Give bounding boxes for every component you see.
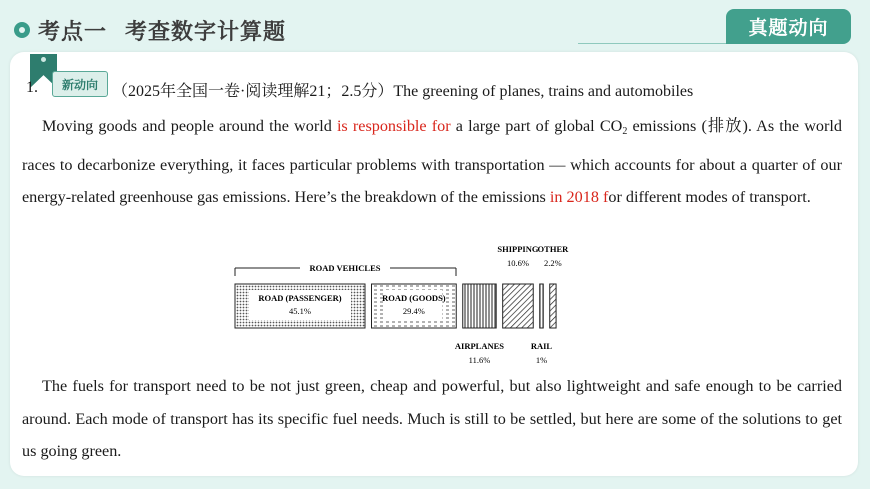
value-label-rail: 1% xyxy=(535,355,548,365)
category-label-other: OTHER xyxy=(537,244,569,254)
question-number: 1. xyxy=(26,79,38,96)
category-label-airplanes: AIRPLANES xyxy=(454,341,505,351)
category-label-shipping: SHIPPING xyxy=(497,244,539,254)
road-vehicles-bracket xyxy=(235,263,456,276)
p1-text-3: emissions (排放). As the world races to decarbonize everything, it faces particular problems with transportation — which accounts for about a quarter of our energy-related greenhouse gas emissions. Here’s the breakdown of the emissions xyxy=(22,117,842,206)
value-label-airplanes: 11.6% xyxy=(468,355,491,365)
target-icon xyxy=(14,22,30,38)
new-trend-tag: 新动向 xyxy=(52,71,108,97)
p1-highlight-1: is responsible for xyxy=(336,117,451,135)
value-label-road-passenger: 45.1% xyxy=(289,306,311,316)
bar-other xyxy=(550,284,556,328)
category-label-road-passenger: ROAD (PASSENGER) xyxy=(258,293,342,303)
bar-rail xyxy=(540,284,544,328)
p1-text-4: or different modes of transport. xyxy=(608,188,811,206)
p1-text-1: Moving goods and people around the world xyxy=(42,117,337,135)
section-badge: 真题动向 xyxy=(726,9,851,44)
road-vehicles-label: ROAD VEHICLES xyxy=(309,263,381,273)
p1-highlight-2: in 2018 f xyxy=(549,188,609,206)
bar-shipping xyxy=(503,284,534,328)
value-label-shipping: 10.6% xyxy=(506,258,529,268)
p1-subscript: 2 xyxy=(622,126,628,137)
value-label-road-goods: 29.4% xyxy=(402,306,425,316)
bar-airplanes xyxy=(463,284,496,328)
value-label-other: 2.2% xyxy=(544,258,562,268)
section-title xyxy=(14,14,286,46)
passage-paragraph-1 xyxy=(22,110,842,214)
p1-text-2: a large part of global CO xyxy=(450,117,623,135)
section-title-part2: 考查数字计算题 xyxy=(125,19,287,45)
passage-paragraph-2: The fuels for transport need to be not just green, cheap and powerful, but also lightweight and safe enough to be carried around. Each mode of transport has its specific fuel needs. Much is still to be settled, but here are some of the solutions to get us going green. xyxy=(22,377,842,460)
section-title-part1: 考点一 xyxy=(38,19,108,45)
question-source: （2025年全国一卷·阅读理解21；2.5分）The greening of planes, trains and automobiles xyxy=(112,83,694,100)
category-label-rail: RAIL xyxy=(530,341,553,351)
category-label-road-goods: ROAD (GOODS) xyxy=(382,293,446,303)
emissions-chart xyxy=(230,240,590,372)
header-divider xyxy=(578,43,728,44)
